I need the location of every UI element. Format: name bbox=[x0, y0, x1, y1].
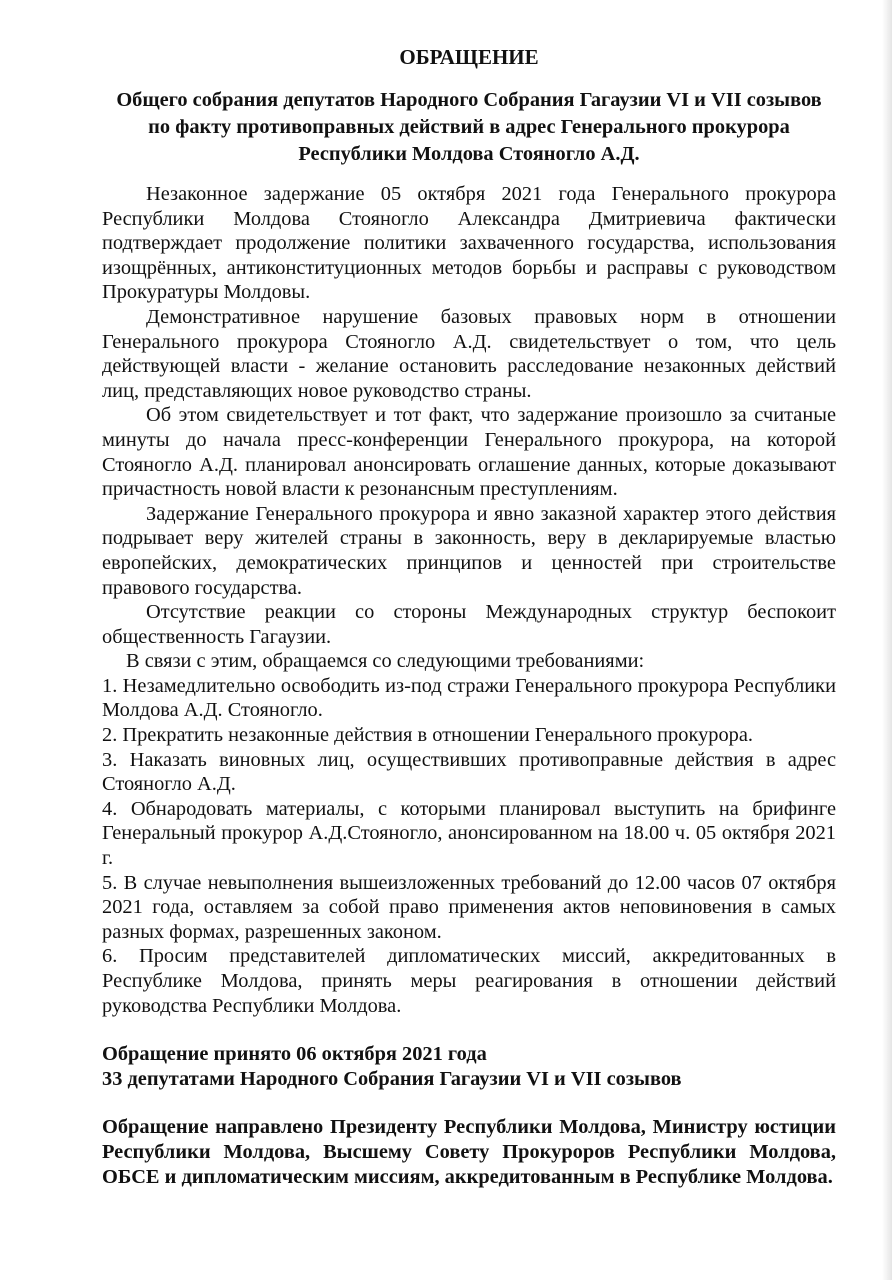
demand-item-5: 5. В случае невыполнения вышеизложенных требований до 12.00 часов 07 октября 2021 года, оставляем за собой право применения актов неповиновения в самых разных формах, разрешенных законом. bbox=[102, 871, 836, 943]
demands-intro: В связи с этим, обращаемся со следующими требованиями: bbox=[126, 650, 645, 673]
paragraph-5: Отсутствие реакции со стороны Международных структур беспокоит общественность Гагаузии. bbox=[102, 601, 836, 648]
paragraph-3: Об этом свидетельствует и тот факт, что задержание произошло за считаные минуты до начала пресс-конференции Генерального прокурора, на которой Стояногло А.Д. планировал анонсировать оглашение данных, которые доказывают причастность новой власти к резонансным преступлениям. bbox=[102, 404, 836, 501]
adoption-note bbox=[102, 1042, 836, 1091]
demand-item-1: 1. Незамедлительно освободить из-под стражи Генерального прокурора Республики Молдова А.Д. Стояногло. bbox=[102, 674, 836, 722]
recipients-note: Обращение направлено Президенту Республики Молдова, Министру юстиции Республики Молдова, Высшему Совету Прокуроров Республики Молдова, ОБСЕ и дипломатическим миссиям, аккредитованным в Республике Молдова. bbox=[102, 1116, 836, 1188]
page-edge-shadow bbox=[882, 0, 892, 1280]
demand-item-4: 4. Обнародовать материалы, с которыми планировал выступить на брифинге Генеральный прокурор А.Д.Стояногло, анонсированном на 18.00 ч. 05 октября 2021 г. bbox=[102, 797, 836, 870]
demand-item-3: 3. Наказать виновных лиц, осуществивших противоправные действия в адрес Стояногло А.Д. bbox=[102, 748, 836, 796]
paragraph-1: Незаконное задержание 05 октября 2021 года Генерального прокурора Республики Молдова Стояногло Александра Дмитриевича фактически подтверждает продолжение политики захваченного государства, использования изощрённых, антиконституционных методов борьбы и расправы с руководством Прокуратуры Молдовы. bbox=[102, 183, 836, 304]
adoption-deputies: 33 депутатами Народного Собрания Гагаузии VI и VII созывов bbox=[102, 1067, 682, 1090]
adoption-date: Обращение принято 06 октября 2021 года bbox=[102, 1043, 487, 1066]
demand-item-2: 2. Прекратить незаконные действия в отношении Генерального прокурора. bbox=[102, 724, 753, 747]
paragraph-2: Демонстративное нарушение базовых правовых норм в отношении Генерального прокурора Стояногло А.Д. свидетельствует о том, что цель действующей власти - желание остановить расследование незаконных действий лиц, представляющих новое руководство страны. bbox=[102, 305, 836, 402]
demand-item-6: 6. Просим представителей дипломатических миссий, аккредитованных в Республике Молдова, принять меры реагирования в отношении действий руководства Республики Молдова. bbox=[102, 945, 836, 1017]
document-body bbox=[102, 44, 836, 1210]
document-title: ОБРАЩЕНИЕ bbox=[399, 45, 539, 69]
document-subtitle: Общего собрания депутатов Народного Собрания Гагаузии VI и VII созывов по факту противоправных действий в адрес Генерального прокурора Республики Молдова Стояногло А.Д. bbox=[116, 89, 822, 165]
paragraph-4: Задержание Генерального прокурора и явно заказной характер этого действия подрывает веру жителей страны в законность, веру в декларируемые властью европейских, демократических принципов и ценностей при строительстве правового государства. bbox=[102, 502, 836, 599]
